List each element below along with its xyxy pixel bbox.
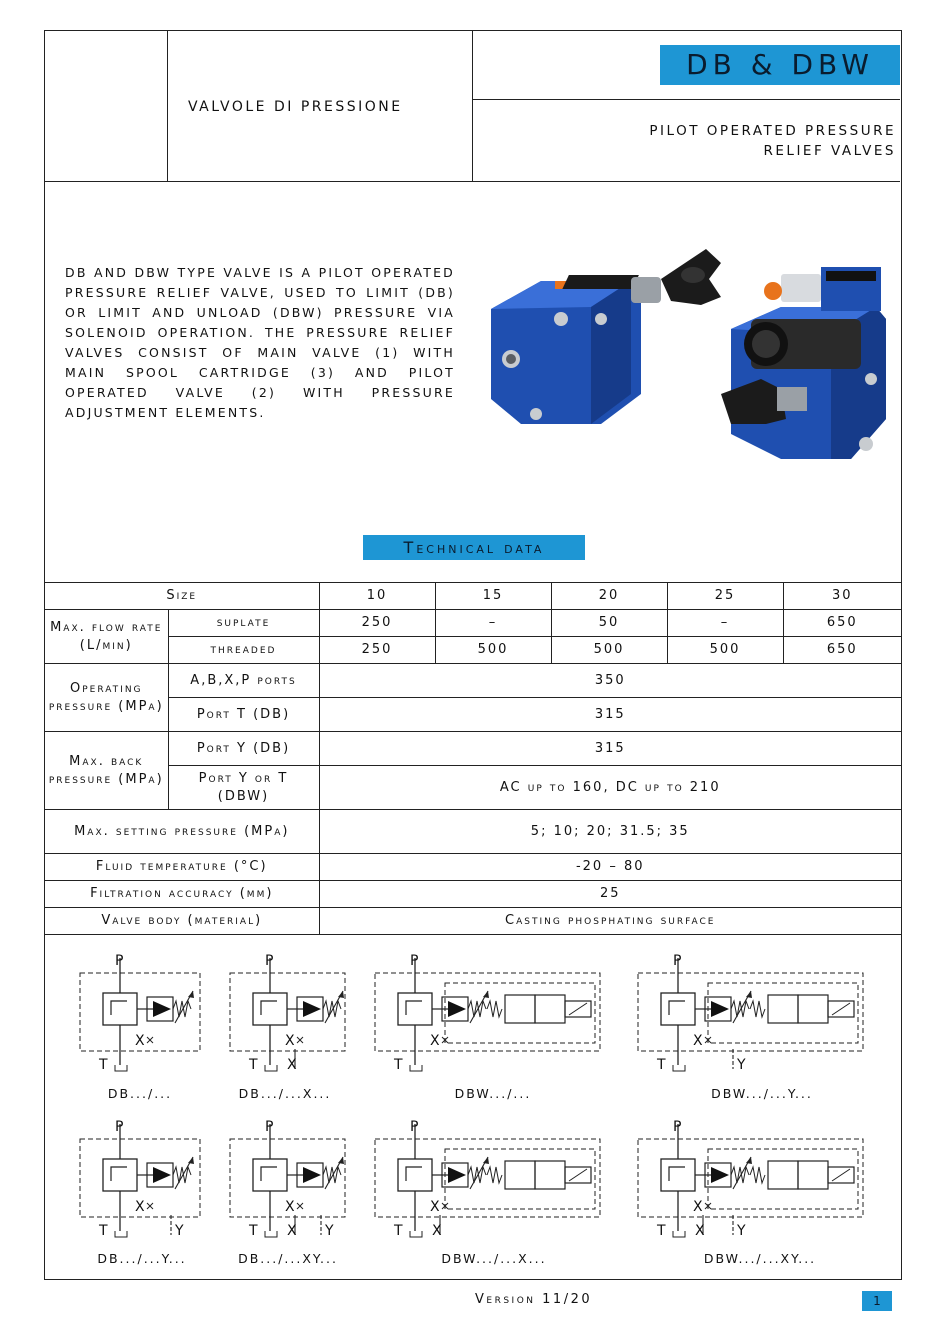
threaded-cell: 500	[551, 637, 667, 664]
hydraulic-symbol	[75, 1119, 215, 1239]
ports-abxp-value: 350	[319, 664, 901, 698]
table-row	[45, 810, 901, 854]
port-p-label: P	[265, 1119, 274, 1135]
port-x-label: X	[693, 1199, 703, 1215]
page-frame	[44, 30, 902, 1280]
port-y-value: 315	[319, 732, 901, 766]
suplate-cell: 250	[319, 610, 435, 637]
port-t-value: 315	[319, 698, 901, 732]
setting-label: Max. setting pressure (MPa)	[45, 810, 319, 854]
port-y-label: Y	[175, 1223, 184, 1239]
symbol-caption: DB.../...XY...	[238, 1251, 338, 1266]
technical-data-badge: Technical data	[363, 535, 585, 560]
port-y-label: Port Y (DB)	[168, 732, 319, 766]
hydraulic-symbol	[75, 953, 215, 1073]
symbol-caption: DB.../...	[107, 1086, 173, 1101]
port-x-label: X	[430, 1199, 440, 1215]
body-value: Casting phosphating surface	[319, 908, 901, 935]
suplate-cell: 50	[551, 610, 667, 637]
subtitle-line-1: PILOT OPERATED PRESSURE	[649, 123, 896, 139]
port-y-label: Y	[737, 1057, 746, 1073]
port-p-label: P	[115, 1119, 124, 1135]
port-t-label: T	[657, 1223, 666, 1239]
port-y-t-label: Port Y or T (DBW)	[168, 766, 319, 810]
suplate-label: suplate	[168, 610, 319, 637]
port-p-label: P	[265, 953, 274, 969]
port-t-label: T	[394, 1057, 403, 1073]
fluid-value: -20 – 80	[319, 854, 901, 881]
header-badge-cell	[473, 31, 900, 100]
port-p-label: P	[673, 953, 682, 969]
threaded-cell: 500	[667, 637, 783, 664]
port-y-label: Y	[737, 1223, 746, 1239]
port-x-label: X	[430, 1033, 440, 1049]
suplate-cell: –	[667, 610, 783, 637]
port-x-label: X	[285, 1033, 295, 1049]
threaded-label: threaded	[168, 637, 319, 664]
table-row	[45, 908, 901, 935]
header	[45, 31, 900, 182]
port-y-t-value: AC up to 160, DC up to 210	[319, 766, 901, 810]
body-label: Valve body (material)	[45, 908, 319, 935]
port-p-label: P	[673, 1119, 682, 1135]
back-pressure-label: Max. back pressure (MPa)	[45, 732, 168, 810]
symbol-caption: DBW.../...X...	[441, 1251, 547, 1266]
op-pressure-label: Operating pressure (MPa)	[45, 664, 168, 732]
setting-value: 5; 10; 20; 31.5; 35	[319, 810, 901, 854]
intro-text: DB AND DBW TYPE VALVE IS A PILOT OPERATED PRESSURE RELIEF VALVE, USED TO LIMIT (DB) OR LIMIT AND UNLOAD (DBW) PRESSURE VIA SOLENOID OPERATION. THE PRESSURE RELIEF VALVES CONSIST OF MAIN VALVE (1) WITH MAIN SPOOL CARTRIDGE (3) AND PILOT OPERATED VALVE (2) WITH PRESSURE ADJUSTMENT ELEMENTS.	[65, 265, 455, 420]
version-label: Version 11/20	[475, 1292, 593, 1307]
table-row	[45, 766, 901, 810]
product-photo	[481, 219, 891, 489]
table-row	[45, 610, 901, 637]
port-t-label: T	[249, 1057, 258, 1073]
port-x-label: X	[432, 1223, 442, 1239]
filtration-label: Filtration accuracy (μm)	[45, 881, 319, 908]
symbol-caption: DB.../...X...	[238, 1086, 332, 1101]
port-x-label: X	[287, 1223, 297, 1239]
symbol-caption: DB.../...Y...	[97, 1251, 187, 1266]
table-row	[45, 854, 901, 881]
size-cell: 25	[667, 583, 783, 610]
table-row	[45, 881, 901, 908]
table-row	[45, 732, 901, 766]
table-row	[45, 698, 901, 732]
symbol-caption: DBW.../...XY...	[703, 1251, 817, 1266]
filtration-value: 25	[319, 881, 901, 908]
size-cell: 20	[551, 583, 667, 610]
port-t-label: Port T (DB)	[168, 698, 319, 732]
port-x-label: X	[285, 1199, 295, 1215]
port-p-label: P	[410, 1119, 419, 1135]
ports-abxp-label: A,B,X,P ports	[168, 664, 319, 698]
size-cell: 15	[435, 583, 551, 610]
hydraulic-symbol	[370, 1119, 615, 1239]
port-x-label: X	[693, 1033, 703, 1049]
port-x-label: X	[135, 1199, 145, 1215]
port-x-label: X	[135, 1033, 145, 1049]
port-p-label: P	[115, 953, 124, 969]
fluid-label: Fluid temperature (°C)	[45, 854, 319, 881]
port-t-label: T	[99, 1057, 108, 1073]
page-number: 1	[862, 1291, 892, 1311]
port-p-label: P	[410, 953, 419, 969]
threaded-cell: 500	[435, 637, 551, 664]
table-row	[45, 664, 901, 698]
size-label: Size	[45, 583, 319, 610]
table-row	[45, 583, 901, 610]
size-cell: 10	[319, 583, 435, 610]
header-title-cell	[168, 31, 473, 181]
technical-data-table	[45, 582, 901, 935]
size-cell: 30	[783, 583, 901, 610]
port-t-label: T	[249, 1223, 258, 1239]
hydraulic-symbol	[225, 1119, 360, 1239]
suplate-cell: 650	[783, 610, 901, 637]
symbol-caption: DBW.../...	[454, 1086, 532, 1101]
symbol-caption: DBW.../...Y...	[711, 1086, 813, 1101]
hydraulic-symbol	[225, 953, 360, 1073]
table-row	[45, 637, 901, 664]
port-y-label: Y	[325, 1223, 334, 1239]
hydraulic-symbol	[370, 953, 615, 1073]
hydraulic-symbol	[633, 1119, 878, 1239]
port-t-label: T	[657, 1057, 666, 1073]
threaded-cell: 250	[319, 637, 435, 664]
port-x-label: X	[287, 1057, 297, 1073]
threaded-cell: 650	[783, 637, 901, 664]
header-logo-cell	[45, 31, 168, 181]
port-t-label: T	[99, 1223, 108, 1239]
suplate-cell: –	[435, 610, 551, 637]
header-left-title: VALVOLE DI PRESSIONE	[188, 99, 403, 115]
port-t-label: T	[394, 1223, 403, 1239]
subtitle-line-2: RELIEF VALVES	[763, 143, 896, 159]
hydraulic-symbol	[633, 953, 878, 1073]
product-badge: DB & DBW	[660, 45, 900, 85]
port-x-label: X	[695, 1223, 705, 1239]
flow-label: Max. flow rate (L/min)	[45, 610, 168, 664]
